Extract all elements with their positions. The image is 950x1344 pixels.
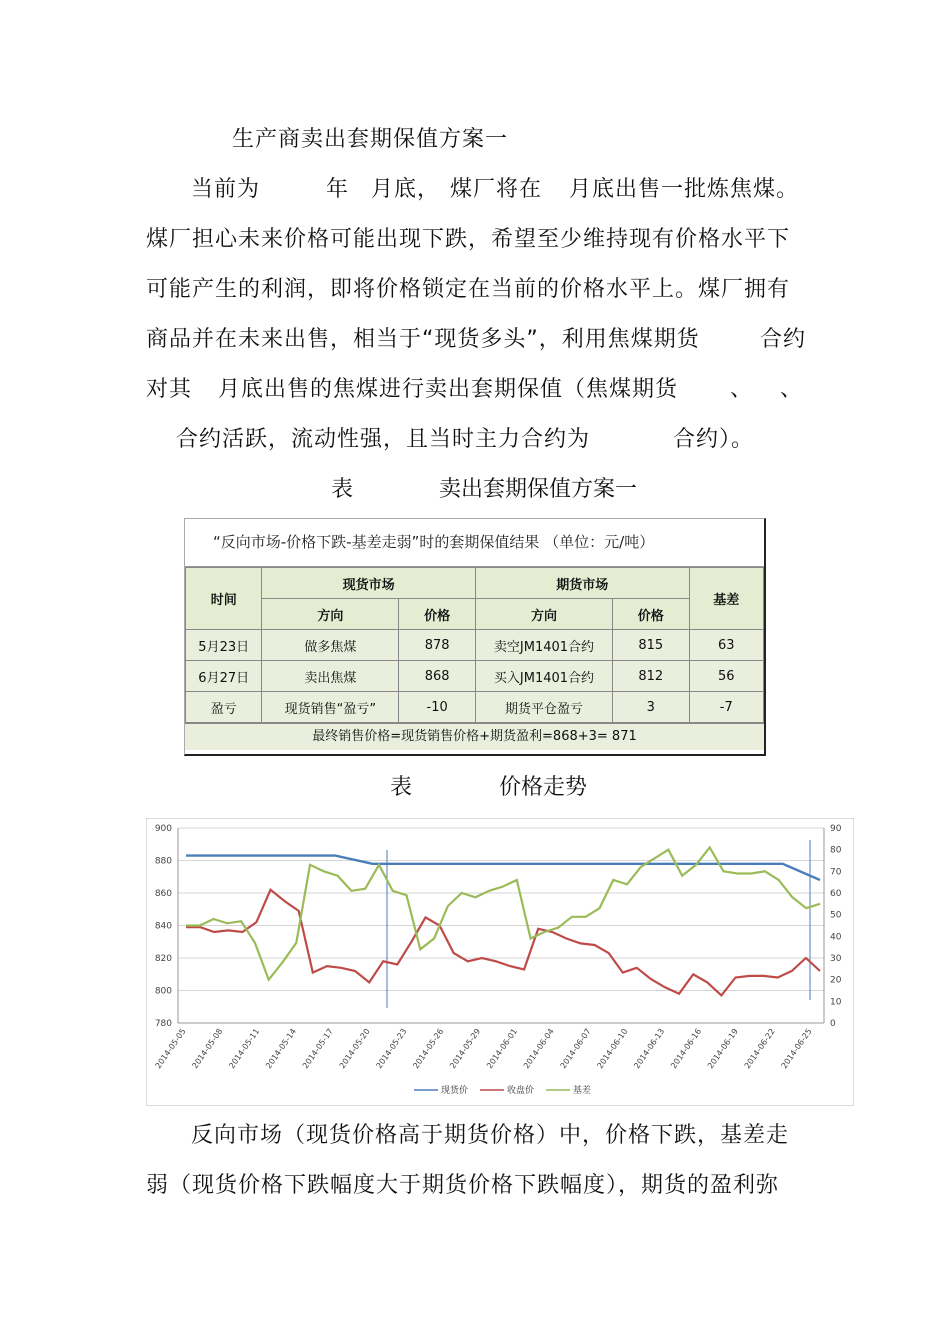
para2-line2: 弱（现货价格下跌幅度大于期货价格下跌幅度），期货的盈利弥 <box>146 1173 780 1198</box>
para1-line5a: 对其 <box>146 377 193 402</box>
y-left-tick-label: 880 <box>154 856 172 867</box>
cell-basis: 56 <box>689 661 763 692</box>
y-left-tick-label: 900 <box>154 824 172 834</box>
x-tick-label: 2014-05-14 <box>264 1026 299 1071</box>
para1-line1-part2: 年 <box>326 177 350 202</box>
table-caption-title: 卖出套期保值方案一 <box>439 477 638 502</box>
x-tick-label: 2014-06-25 <box>779 1026 814 1071</box>
y-left-tick-label: 820 <box>154 954 172 964</box>
cell-futures-direction: 期货平仓盈亏 <box>475 692 612 723</box>
cell-futures-price: 815 <box>613 630 690 661</box>
cell-spot-direction: 做多焦煤 <box>262 630 399 661</box>
para1-line1-part4: 煤厂将在 <box>450 177 543 202</box>
para1-line2: 煤厂担心未来价格可能出现下跌，希望至少维持现有价格水平下 <box>146 227 791 252</box>
legend-label: 收盘价 <box>507 1086 535 1096</box>
hedging-result-table <box>184 518 766 756</box>
x-tick-label: 2014-06-07 <box>558 1026 593 1071</box>
doc-heading: 生产商卖出套期保值方案一 <box>232 127 509 152</box>
table-row <box>186 661 764 692</box>
y-left-tick-label: 840 <box>154 921 172 932</box>
para1-line1-part3: 月底， <box>371 177 441 202</box>
y-right-tick-label: 30 <box>830 954 842 964</box>
y-right-tick-label: 60 <box>830 889 842 899</box>
cell-time: 5月23日 <box>186 630 262 661</box>
y-left-tick-label: 780 <box>154 1019 172 1029</box>
cell-spot-price: -10 <box>399 692 476 723</box>
chart-caption-title: 价格走势 <box>499 775 588 800</box>
para1-line6a: 合约活跃，流动性强，且当时主力合约为 <box>176 427 591 452</box>
x-tick-label: 2014-05-05 <box>153 1026 188 1071</box>
y-left-tick-label: 860 <box>154 889 172 899</box>
x-tick-label: 2014-05-23 <box>374 1026 409 1071</box>
cell-spot-price: 868 <box>399 661 476 692</box>
x-tick-label: 2014-06-01 <box>485 1026 520 1071</box>
cell-spot-price: 878 <box>399 630 476 661</box>
y-right-tick-label: 90 <box>830 824 842 834</box>
cell-spot-direction: 现货销售“盈亏” <box>262 692 399 723</box>
para1-line6b: 合约）。 <box>673 427 755 452</box>
x-tick-label: 2014-06-16 <box>669 1026 704 1071</box>
x-tick-label: 2014-05-26 <box>411 1026 446 1071</box>
header-spot-market: 现货市场 <box>262 568 475 599</box>
x-tick-label: 2014-06-22 <box>742 1026 777 1071</box>
para1-line4b: 合约 <box>760 327 807 352</box>
x-tick-label: 2014-06-19 <box>705 1026 740 1071</box>
para1-line5c: 、 <box>730 377 754 402</box>
header-time: 时间 <box>186 568 262 630</box>
y-right-tick-label: 70 <box>830 867 842 878</box>
header-futures-price: 价格 <box>613 599 690 630</box>
cell-futures-price: 812 <box>613 661 690 692</box>
table-caption-label: 表 <box>331 477 354 502</box>
para1-line3: 可能产生的利润，即将价格锁定在当前的价格水平上。煤厂拥有 <box>146 277 791 302</box>
table-row <box>186 630 764 661</box>
header-futures-market: 期货市场 <box>475 568 689 599</box>
y-right-tick-label: 50 <box>830 910 842 921</box>
legend-label: 基差 <box>573 1086 592 1096</box>
header-basis: 基差 <box>689 568 763 630</box>
legend-label: 现货价 <box>441 1086 469 1096</box>
para1-line4a: 商品并在未来出售，相当于“现货多头”，利用焦煤期货 <box>146 327 700 352</box>
cell-time: 盈亏 <box>186 692 262 723</box>
para1-line1-part5: 月底出售一批炼焦煤。 <box>569 177 800 202</box>
para1-line5d: 、 <box>780 377 804 402</box>
para1-line1-part1: 当前为 <box>191 177 261 202</box>
y-right-tick-label: 0 <box>830 1019 836 1029</box>
x-tick-label: 2014-05-17 <box>300 1026 335 1071</box>
para1-line5b: 月底出售的焦煤进行卖出套期保值（焦煤期货 <box>218 377 679 402</box>
x-tick-label: 2014-06-13 <box>632 1026 667 1071</box>
x-tick-label: 2014-05-08 <box>190 1026 225 1071</box>
price-trend-chart <box>146 818 854 1106</box>
x-tick-label: 2014-05-11 <box>227 1026 262 1071</box>
x-tick-label: 2014-05-20 <box>337 1026 372 1071</box>
y-right-tick-label: 40 <box>830 932 842 943</box>
y-right-tick-label: 80 <box>830 845 842 856</box>
cell-basis: 63 <box>689 630 763 661</box>
y-right-tick-label: 20 <box>830 975 842 986</box>
table-title: “反向市场-价格下跌-基差走弱”时的套期保值结果 （单位：元/吨） <box>185 519 764 567</box>
cell-futures-direction: 买入JM1401合约 <box>475 661 612 692</box>
table-footer: 最终销售价格=现货销售价格+期货盈利=868+3= 871 <box>185 723 764 750</box>
table-row <box>186 692 764 723</box>
cell-futures-price: 3 <box>613 692 690 723</box>
x-tick-label: 2014-05-29 <box>448 1026 483 1071</box>
cell-basis: -7 <box>689 692 763 723</box>
y-right-tick-label: 10 <box>830 997 842 1008</box>
chart-caption-label: 表 <box>390 775 413 800</box>
y-left-tick-label: 800 <box>154 986 172 997</box>
cell-time: 6月27日 <box>186 661 262 692</box>
header-futures-direction: 方向 <box>475 599 612 630</box>
header-spot-price: 价格 <box>399 599 476 630</box>
cell-futures-direction: 卖空JM1401合约 <box>475 630 612 661</box>
x-tick-label: 2014-06-04 <box>521 1026 556 1071</box>
para2-line1: 反向市场（现货价格高于期货价格）中，价格下跌，基差走 <box>191 1123 790 1148</box>
header-spot-direction: 方向 <box>262 599 399 630</box>
x-tick-label: 2014-06-10 <box>595 1026 630 1071</box>
cell-spot-direction: 卖出焦煤 <box>262 661 399 692</box>
